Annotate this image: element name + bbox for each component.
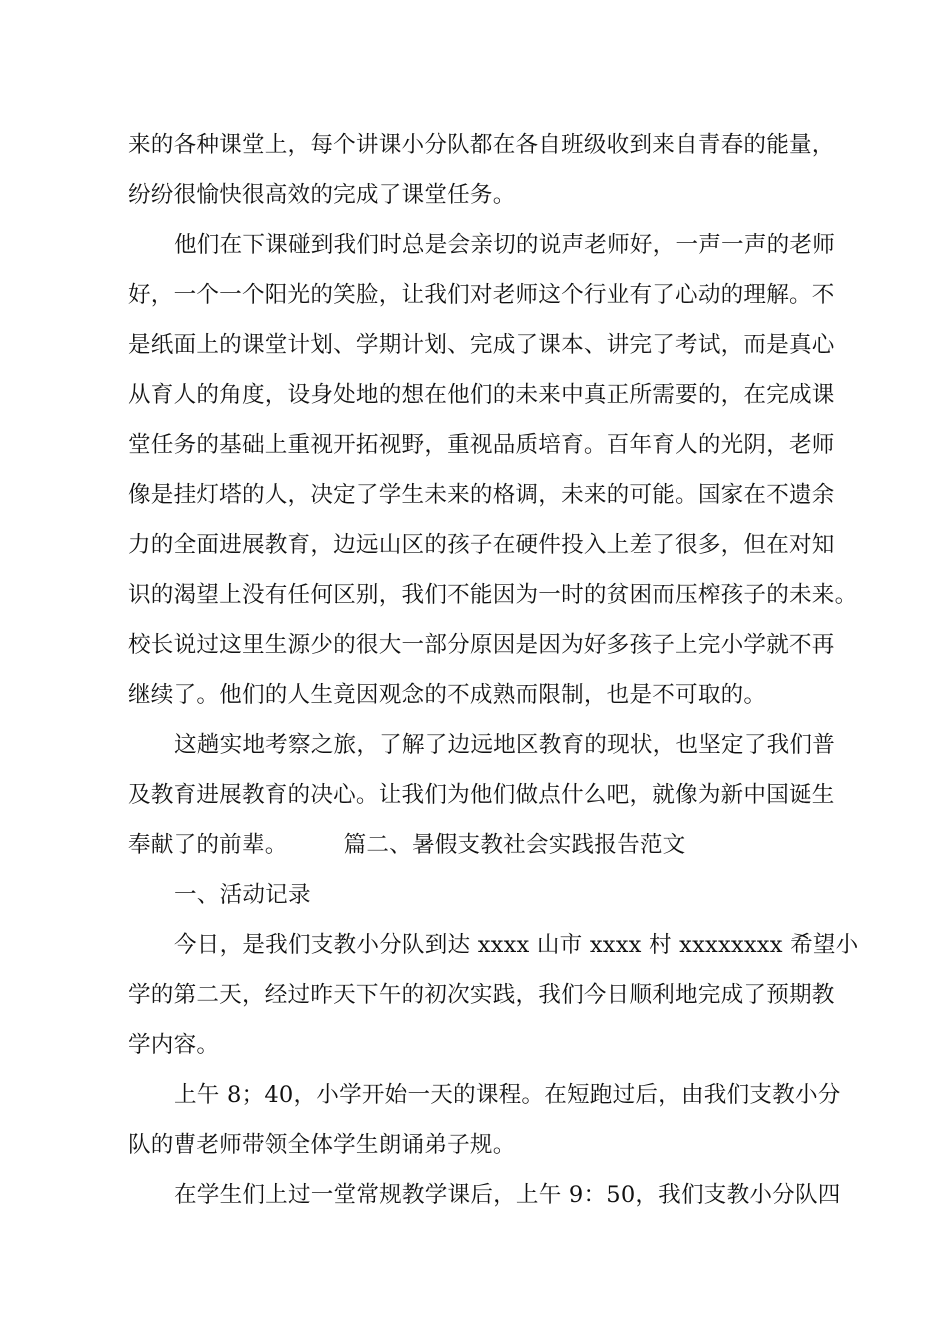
document-body [128, 120, 859, 1220]
paragraph-start-line: 他们在下课碰到我们时总是会亲切的说声老师好，一声一声的老师 [174, 232, 836, 258]
text-line: 学的第二天，经过昨天下午的初次实践，我们今日顺利地完成了预期教 [128, 982, 835, 1008]
text-line: 是纸面上的课堂计划、学期计划、完成了课本、讲完了考试，而是真心 [128, 332, 835, 358]
text-line: 学内容。 [128, 1032, 220, 1058]
text-line: 来的各种课堂上，每个讲课小分队都在各自班级收到来自青春的能量， [128, 132, 835, 158]
paragraph-start-line: 这趟实地考察之旅，了解了边远地区教育的现状，也坚定了我们普 [174, 732, 836, 758]
text-line: 从育人的角度，设身处地的想在他们的未来中真正所需要的，在完成课 [128, 382, 835, 408]
text-line: 好，一个一个阳光的笑脸，让我们对老师这个行业有了心动的理解。不 [128, 282, 835, 308]
text-line-fragment: 奉献了的前辈。 [128, 832, 288, 858]
subsection-heading: 一、活动记录 [174, 882, 311, 908]
text-line: 继续了。他们的人生竟因观念的不成熟而限制，也是不可取的。 [128, 682, 767, 708]
text-line: 像是挂灯塔的人，决定了学生未来的格调，未来的可能。国家在不遗余 [128, 482, 835, 508]
text-line: 纷纷很愉快很高效的完成了课堂任务。 [128, 182, 516, 208]
text-line-with-section-title [128, 820, 828, 870]
text-line: 堂任务的基础上重视开拓视野，重视品质培育。百年育人的光阴，老师 [128, 432, 835, 458]
paragraph-start-line: 今日，是我们支教小分队到达 xxxx 山市 xxxx 村 xxxxxxxx 希望小 [174, 932, 859, 958]
paragraph-start-line: 在学生们上过一堂常规教学课后，上午 9：50，我们支教小分队四 [174, 1182, 841, 1208]
text-line: 校长说过这里生源少的很大一部分原因是因为好多孩子上完小学就不再 [128, 632, 835, 658]
section-title: 篇二、暑假支教社会实践报告范文 [343, 832, 686, 858]
text-line: 队的曹老师带领全体学生朗诵弟子规。 [128, 1132, 516, 1158]
paragraph-start-line: 上午 8；40，小学开始一天的课程。在短跑过后，由我们支教小分 [174, 1082, 841, 1108]
text-line: 识的渴望上没有任何区别，我们不能因为一时的贫困而压榨孩子的未来。 [128, 582, 858, 608]
text-line: 力的全面进展教育，边远山区的孩子在硬件投入上差了很多，但在对知 [128, 532, 835, 558]
text-line: 及教育进展教育的决心。让我们为他们做点什么吧，就像为新中国诞生 [128, 782, 835, 808]
